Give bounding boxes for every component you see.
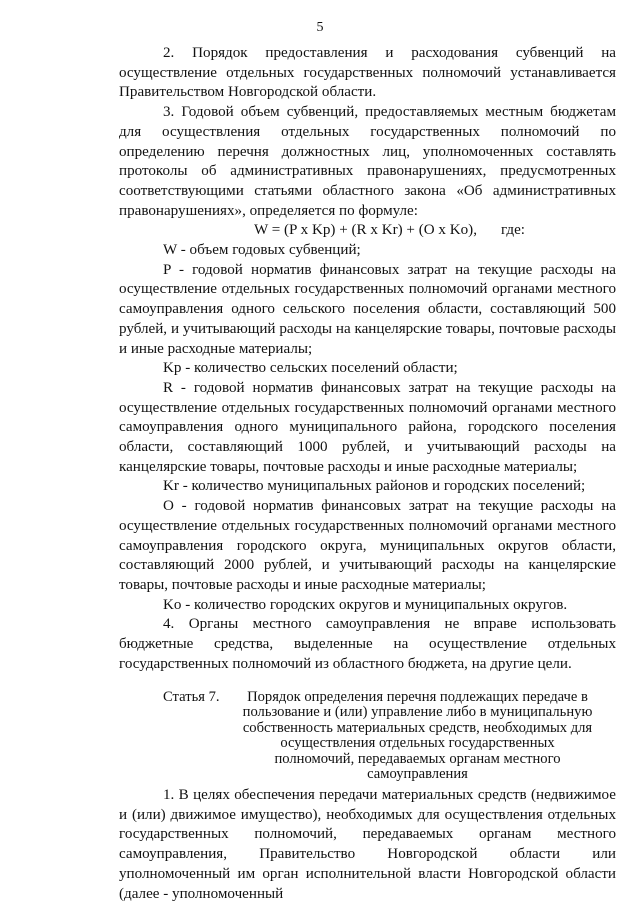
definition-ko: Ko - количество городских округов и муниципальных округов. <box>163 596 568 613</box>
document-body <box>119 44 616 904</box>
definition-r: R - годовой норматив финансовых затрат на текущие расходы на осуществление отдельных государственных полномочий органами местного самоуправления одного муниципального района, городского поселения области, составляющий 1000 рублей, и учитывающий расходы на канцелярские товары, почтовые расходы и иные расходные материалы; <box>119 379 616 475</box>
paragraph-4: 4. Органы местного самоуправления не вправе использовать бюджетные средства, выделенные на осуществление отдельных государственных полномочий из областного бюджета, на другие цели. <box>119 616 616 672</box>
article-title: Порядок определения перечня подлежащих передаче в пользование и (или) управление либо в муниципальную собственность материальных средств, необходимых для осуществления отдельных государственных полномочий, передаваемых органам местного самоуправления <box>242 688 593 783</box>
definition-p: P - годовой норматив финансовых затрат на текущие расходы на осуществление отдельных государственных полномочий органами местного самоуправления одного сельского поселения области, составляющий 500 рублей, и учитывающий расходы на канцелярские товары, почтовые расходы и иные расходные материалы; <box>119 261 616 357</box>
definition-o: O - годовой норматив финансовых затрат на текущие расходы на осуществление отдельных государственных полномочий органами местного самоуправления городского округа, муниципальных округов области, составляющий 2000 рублей, и учитывающий расходы на канцелярские товары, почтовые расходы и иные расходные материалы; <box>119 498 616 593</box>
paragraph-2: 2. Порядок предоставления и расходования субвенций на осуществление отдельных государственных полномочий устанавливается Правительством Новгородской области. <box>119 45 616 101</box>
page-number: 5 <box>316 20 324 35</box>
definition-kr: Kr - количество муниципальных районов и городских поселений; <box>163 478 586 495</box>
formula-expression: W = (P x Kp) + (R x Kr) + (O x Ko), <box>253 222 477 239</box>
definition-w: W - объем годовых субвенций; <box>163 242 361 259</box>
article-paragraph-1: 1. В целях обеспечения передачи материальных средств (недвижимое и (или) движимое имущество), необходимых для осуществления отдельных государственных полномочий, передаваемых органам местного самоуправления, Правительство Новгородской области или уполномоченный им орган исполнительной власти Новгородской области (далее - уполномоченный <box>119 787 616 902</box>
definition-kp: Kp - количество сельских поселений области; <box>163 360 458 377</box>
article-label: Статья 7. <box>163 688 220 705</box>
formula <box>119 221 616 241</box>
article-heading <box>163 690 616 784</box>
paragraph-3: 3. Годовой объем субвенций, предоставляемых местным бюджетам для осуществления отдельных государственных полномочий по определению перечня должностных лиц, уполномоченных составлять протоколы об административных правонарушениях, предусмотренных соответствующими статьями областного закона «Об административных правонарушениях», определяется по формуле: <box>119 104 616 219</box>
formula-where: где: <box>500 222 525 239</box>
